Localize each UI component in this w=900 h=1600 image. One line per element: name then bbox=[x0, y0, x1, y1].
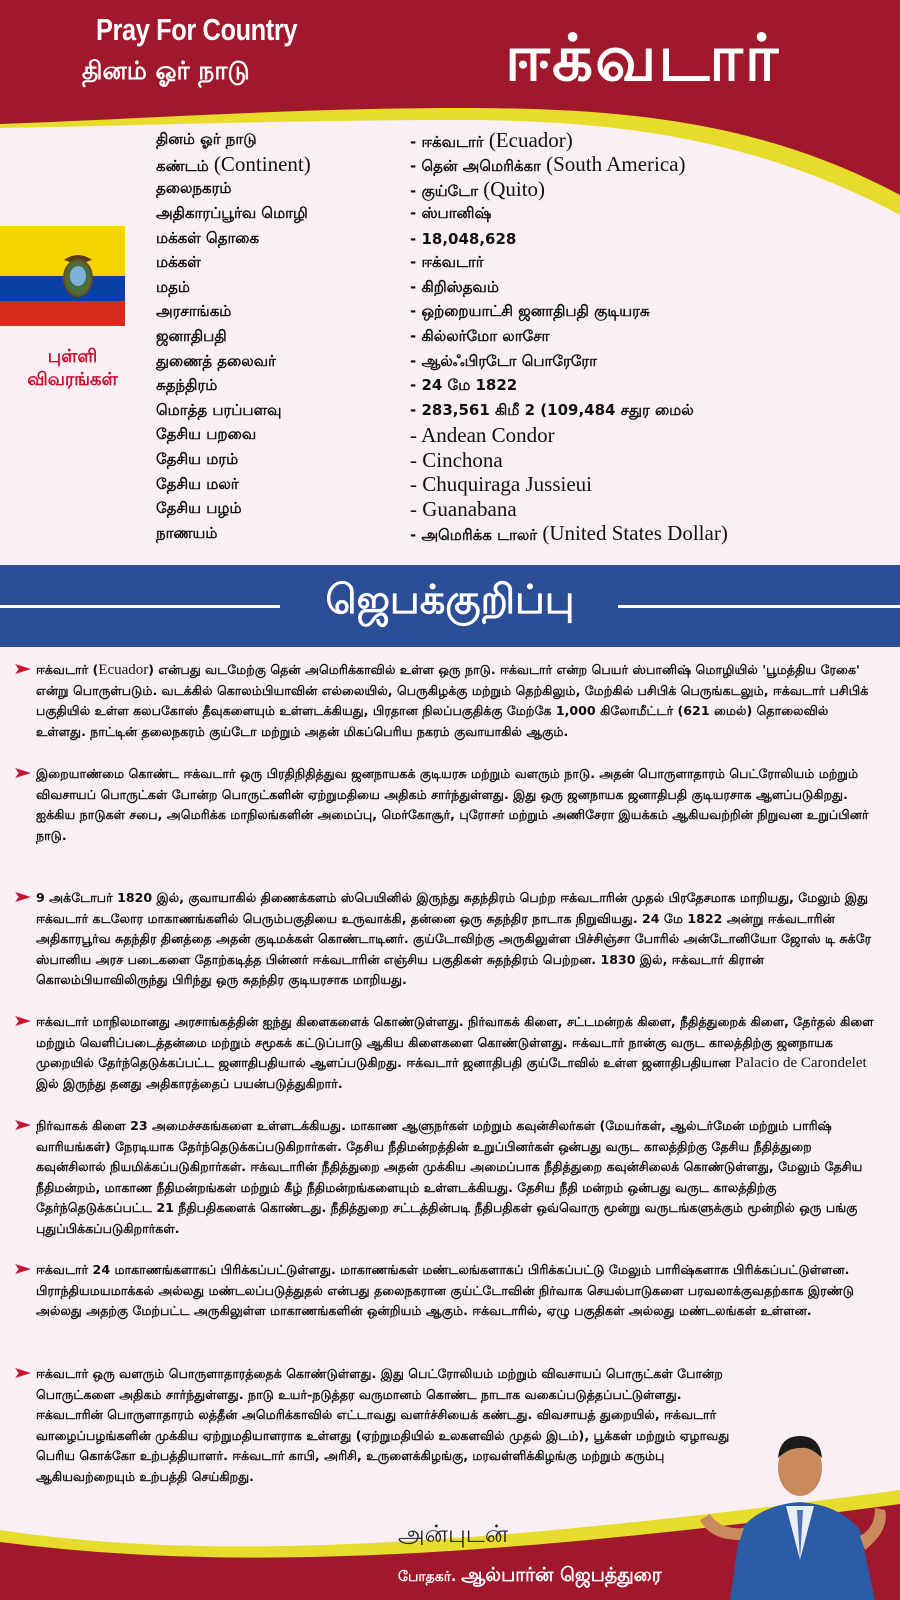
fact-value-tamil: - குய்டோ bbox=[410, 181, 484, 200]
fact-label: தேசிய பறவை bbox=[156, 425, 257, 444]
fact-row bbox=[156, 497, 796, 522]
prayer-point bbox=[10, 660, 880, 764]
arrow-bullet-icon bbox=[10, 764, 36, 778]
fact-row bbox=[156, 423, 796, 448]
prayer-banner bbox=[0, 565, 900, 647]
notes-label bbox=[0, 345, 145, 391]
fact-label: அரசாங்கம் bbox=[156, 302, 232, 321]
text-part: இல் இருந்து தனது அதிகாரத்தைப் பயன்படுத்துகிறார். bbox=[36, 1075, 343, 1091]
fact-value-english: (South America) bbox=[546, 152, 686, 177]
fact-row bbox=[156, 349, 796, 374]
signature-greeting: அன்புடன் bbox=[398, 1520, 509, 1548]
fact-label: தேசிய மரம் bbox=[156, 450, 239, 469]
fact-label: மக்கள் தொகை bbox=[156, 228, 260, 247]
prayer-point-text: இறையாண்மை கொண்ட ஈக்வடார் ஒரு பிரதிநிதித்துவ ஜனநாயகக் குடியரசு மற்றும் வளரும் நாடு. அதன் பொருளாதாரம் பெட்ரோலியம் மற்றும் விவசாயப் பொருட்கள் போன்ற பொருட்களின் ஏற்றுமதியை அதிகம் சார்ந்துள்ளது. இது ஒரு ஜனநாயக ஜனாதிபதி குடியரசாக ஆளப்படுகிறது. ஐக்கிய நாடுகள் சபை, அமெரிக்க மாநிலங்களின் அமைப்பு, மெர்கோசூர், புரோசர் மற்றும் அணிசேரா இயக்கம் ஆகியவற்றின் நிறுவன உறுப்பினர் நாடு. bbox=[36, 766, 869, 843]
speaker-photo bbox=[700, 1410, 900, 1600]
fact-label: அதிகாரப்பூர்வ மொழி bbox=[156, 204, 308, 223]
fact-label bbox=[156, 152, 410, 177]
prayer-point-text bbox=[36, 660, 880, 742]
fact-value bbox=[410, 152, 796, 177]
prayer-point bbox=[10, 764, 880, 888]
prayer-point bbox=[10, 1012, 880, 1116]
banner-title: ஜெபக்குறிப்பு bbox=[325, 577, 575, 623]
fact-value-tamil: - அமெரிக்க டாலர் bbox=[410, 526, 543, 545]
fact-value: - Chuquiraga Jussieui bbox=[410, 472, 592, 497]
fact-label: ஜனாதிபதி bbox=[156, 327, 227, 346]
fact-label: தேசிய மலர் bbox=[156, 474, 239, 493]
fact-label: சுதந்திரம் bbox=[156, 376, 218, 395]
fact-value-tamil: - தென் அமெரிக்கா bbox=[410, 157, 547, 176]
fact-value-tamil: - ஈக்வடார் bbox=[410, 132, 489, 151]
fact-row bbox=[156, 522, 796, 547]
text-part: ஈக்வடார் மாநிலமானது அரசாங்கத்தின் ஐந்து கிளைகளைக் கொண்டுள்ளது. நிர்வாகக் கிளை, சட்டமன்றக் கிளை, நீதித்துறைக் கிளை, தேர்தல் கிளை மற்றும் வெளிப்படைத்தன்மை மற்றும் சமூகக் கட்டுப்பாடு ஆகிய கிளைகளை கொண்டுள்ளது. ஈக்வடார் நான்கு வருட காலத்திற்கு ஜனநாயக முறையில் தேர்ந்தெடுக்கப்பட்ட ஜனாதிபதியால் ஆளப்படுகிறது. ஈக்வடார் ஜனாதிபதி குய்டோவில் உள்ள ஜனாதிபதியான bbox=[36, 1014, 874, 1071]
fact-value: - ஆல்ஃபிரடோ பொரேரோ bbox=[410, 351, 598, 370]
fact-value: - 283,561 கிமீ 2 (109,484 சதுர மைல் bbox=[410, 400, 694, 419]
fact-row bbox=[156, 128, 796, 153]
text-part-english: Ecuador bbox=[98, 662, 149, 678]
fact-value: - 24 மே 1822 bbox=[410, 376, 518, 395]
fact-label: தலைநகரம் bbox=[156, 179, 232, 198]
fact-label: மொத்த பரப்பளவு bbox=[156, 400, 282, 419]
fact-row bbox=[156, 202, 796, 227]
fact-value: - Guanabana bbox=[410, 496, 517, 521]
fact-value: - 18,048,628 bbox=[410, 229, 517, 248]
prayer-point bbox=[10, 1260, 880, 1364]
fact-row bbox=[156, 177, 796, 202]
fact-label: தினம் ஓர் நாடு bbox=[156, 130, 257, 149]
fact-value-english: (Ecuador) bbox=[488, 127, 573, 152]
header bbox=[0, 0, 900, 140]
fact-label-tamil: கண்டம் bbox=[156, 157, 214, 176]
arrow-bullet-icon bbox=[10, 1364, 36, 1378]
notes-label-line1: புள்ளி bbox=[47, 346, 98, 367]
signature-name bbox=[398, 1564, 662, 1589]
brand-title-tamil: தினம் ஓர் நாடு bbox=[82, 56, 250, 85]
fact-value: - ஸ்பானிஷ் bbox=[410, 204, 492, 223]
fact-value: - கில்லர்மோ லாசோ bbox=[410, 327, 550, 346]
text-part: ஈக்வடார் ( bbox=[36, 662, 99, 677]
prayer-point-text bbox=[36, 1012, 880, 1094]
fact-row bbox=[156, 226, 796, 251]
fact-value: - Cinchona bbox=[410, 447, 503, 472]
prayer-point bbox=[10, 888, 880, 1012]
fact-value bbox=[410, 177, 796, 202]
arrow-bullet-icon bbox=[10, 1012, 36, 1026]
fact-value: - ஒற்றையாட்சி ஜனாதிபதி குடியரசு bbox=[410, 302, 650, 321]
prayer-point-text: ஈக்வடார் 24 மாகாணங்களாகப் பிரிக்கப்பட்டுள்ளது. மாகாணங்கள் மண்டலங்களாகப் பிரிக்கப்பட்டு மேலும் பாரிஷ்களாக பிரிக்கப்பட்டுள்ளன. பிராந்தியமயமாக்கல் அல்லது மண்டலப்படுத்துதல் என்பது தலைநகரான குய்ட்டோவின் நிர்வாக செயல்பாடுகளை பரவலாக்குவதற்காக இரண்டு அல்லது அதற்கு மேற்பட்ட அருகிலுள்ள மாகாணங்களின் ஒன்றியம் ஆகும். ஈக்வடாரில், ஏழு பகுதிகள் அல்லது மண்டலங்கள் உள்ளன. bbox=[36, 1262, 854, 1319]
fact-value: - ஈக்வடார் bbox=[410, 253, 484, 272]
fact-value: - Andean Condor bbox=[410, 422, 555, 447]
fact-row bbox=[156, 374, 796, 399]
prayer-point-text: 9 அக்டோபர் 1820 இல், குவாயாகில் திணைக்களம் ஸ்பெயினில் இருந்து சுதந்திரம் பெற்ற ஈக்வடாரின் முதல் பிரதேசமாக மாறியது, மேலும் இது ஈக்வடார் கடலோர மாகாணங்களில் பெரும்பகுதியை உருவாக்கி, தன்னை ஒரு சுதந்திர நாடாக நிறுவியது. 24 மே 1822 அன்று ஈக்வடாரின் அதிகாரபூர்வ சுதந்திர தினத்தை அதன் குடிமக்கள் கொண்டாடினர். குய்டோவிற்கு அருகிலுள்ள பிச்சிஞ்சா போரில் அன்டோனியோ ஜோஸ் டி சுக்ரே ஸ்பானிய அரச படைகளை தோற்கடித்த பின்னர் ஈக்வடாரின் எஞ்சிய பகுதிகள் சுதந்திரம் பெற்றன. 1830 இல், ஈக்வடார் கிரான் கொலம்பியாவிலிருந்து பிரிந்து ஒரு சுதந்திர குடியரசாக மாறியது. bbox=[36, 890, 872, 988]
fact-row bbox=[156, 325, 796, 350]
fact-row bbox=[156, 472, 796, 497]
prayer-point-text: ஈக்வடார் ஒரு வளரும் பொருளாதாரத்தைக் கொண்டுள்ளது. இது பெட்ரோலியம் மற்றும் விவசாயப் பொருட்கள் போன்ற பொருட்களை அதிகம் சார்ந்துள்ளது. நாடு உயர்-நடுத்தர வருமானம் கொண்ட நாடாக வகைப்படுத்தப்பட்டுள்ளது. ஈக்வடாரின் பொருளாதாரம் லத்தீன் அமெரிக்காவில் எட்டாவது வளர்ச்சியைக் கண்டது. விவசாயத் துறையில், ஈக்வடார் வாழைப்பழங்களின் முக்கிய ஏற்றுமதியாளராக உள்ளது (ஏற்றுமதியில் உலகளவில் முதல் இடம்), பூக்கள் மற்றும் ஏழாவது பெரிய கொக்கோ உற்பத்தியாளர். ஈக்வடார் காபி, அரிசி, உருளைக்கிழங்கு, மரவள்ளிக்கிழங்கு மற்றும் கரும்பு ஆகியவற்றையும் உற்பத்தி செய்கிறது. bbox=[36, 1366, 730, 1484]
fact-value-english: (Quito) bbox=[483, 176, 546, 201]
fact-value-english: (United States Dollar) bbox=[542, 521, 728, 546]
text-part: ) என்பது வடமேற்கு தென் அமெரிக்காவில் உள்ள ஒரு நாடு. ஈக்வடார் என்ற பெயர் ஸ்பானிஷ் மொழியில் 'பூமத்திய ரேகை' என்று பொருள்படும். வடக்கில் கொலம்பியாவின் எல்லையில், பெருகிழக்கு மற்றும் தெற்கிலும், மேற்கில் பசிபிக் பெருங்கடலும், ஈக்வடார் பசிபிக் பகுதியில் உள்ள கலபகோஸ் தீவுகளையும் உள்ளடக்கியது, பிரதான நிலப்பகுதிக்கு மேற்கே 1,000 கிலோமீட்டர் (621 மைல்) தொலைவில் உள்ளது. நாட்டின் தலைநகரம் குய்டோ மற்றும் அதன் மிகப்பெரிய நகரம் குவாயாகில் ஆகும். bbox=[36, 662, 869, 739]
fact-row bbox=[156, 448, 796, 473]
fact-label: மதம் bbox=[156, 277, 190, 296]
fact-row bbox=[156, 300, 796, 325]
fact-label: நாணயம் bbox=[156, 523, 218, 542]
fact-row bbox=[156, 251, 796, 276]
prayer-points bbox=[10, 660, 880, 1488]
arrow-bullet-icon bbox=[10, 660, 36, 674]
prayer-point-text: நிர்வாகக் கிளை 23 அமைச்சகங்களை உள்ளடக்கியது. மாகாண ஆளுநர்கள் மற்றும் கவுன்சிலர்கள் (மேயர்கள், ஆல்டர்மேன் மற்றும் பாரிஷ் வாரியங்கள்) நேரடியாக தேர்ந்தெடுக்கப்படுகிறார்கள். தேசிய நீதிமன்றத்தின் உறுப்பினர்கள் ஒன்பது வருட காலத்திற்கு தேசிய நீதித்துறை கவுன்சிலால் நியமிக்கப்படுகிறார்கள். ஈக்வடாரின் நீதித்துறை அதன் முக்கிய அமைப்பாக நீதித்துறை கவுன்சிலைக் கொண்டுள்ளது, மேலும் தேசிய நீதிமன்றம், மாகாண நீதிமன்றங்கள் மற்றும் கீழ் நீதிமன்றங்களையும் உள்ளடக்கியது. தேசிய நீதி மன்றம் ஒன்பது வருட காலத்திற்கு தேர்ந்தெடுக்கப்பட்ட 21 நீதிபதிகளைக் கொண்டது. நீதித்துறை சட்டத்தின்படி நீதிபதிகள் ஒவ்வொரு மூன்று வருடங்களுக்கும் மூன்றில் ஒரு பங்கு புதுப்பிக்கப்படுகிறார்கள். bbox=[36, 1118, 863, 1236]
brand-title-english: Pray For Country bbox=[96, 12, 298, 47]
fact-label: துணைத் தலைவர் bbox=[156, 351, 276, 370]
fact-value bbox=[410, 521, 796, 546]
arrow-bullet-icon bbox=[10, 888, 36, 902]
prayer-point bbox=[10, 1116, 880, 1260]
text-part-english: Palacio de Carondelet bbox=[735, 1055, 867, 1072]
fact-value bbox=[410, 128, 796, 153]
fact-label-english: (Continent) bbox=[213, 152, 311, 177]
arrow-bullet-icon bbox=[10, 1116, 36, 1130]
fact-row bbox=[156, 399, 796, 424]
signature-person-name: ஆல்பார்ன் ஜெபத்துரை bbox=[461, 1564, 662, 1586]
facts-list bbox=[156, 128, 796, 546]
notes-label-line2: விவரங்கள் bbox=[27, 369, 118, 390]
fact-label: தேசிய பழம் bbox=[156, 499, 242, 518]
fact-label: மக்கள் bbox=[156, 253, 201, 272]
fact-value: - கிறிஸ்தவம் bbox=[410, 277, 499, 296]
fact-row bbox=[156, 153, 796, 178]
country-title: ஈக்வடார் bbox=[505, 22, 781, 96]
ecuador-flag-icon bbox=[0, 226, 125, 326]
arrow-bullet-icon bbox=[10, 1260, 36, 1274]
fact-row bbox=[156, 276, 796, 301]
signature-title: போதகர். bbox=[398, 1569, 462, 1585]
